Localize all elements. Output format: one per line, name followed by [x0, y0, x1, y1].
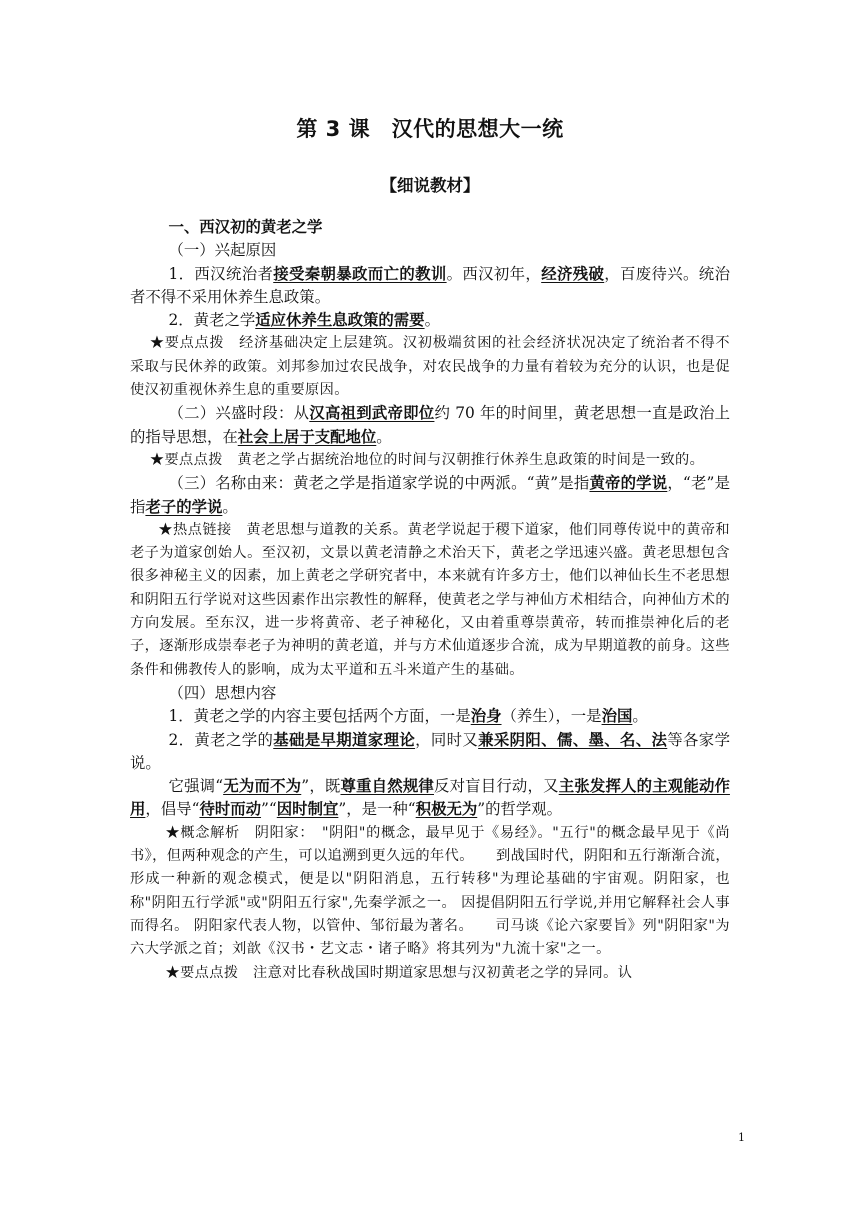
text-run: 反对盲目行动，又 [434, 777, 559, 796]
text-run: 。 [222, 497, 238, 516]
text-run: 1．黄老之学的内容主要包括两个方面，一是 [168, 707, 471, 726]
text-run: ”，是一种“ [338, 800, 416, 819]
text-run: ，百废待兴。统治者不得不采用休养生息政策。 [130, 264, 730, 306]
paragraph-peak-period [130, 402, 730, 449]
key-point: 汉高祖到武帝即位 [309, 404, 435, 423]
key-point: 老子的学说 [145, 497, 223, 516]
key-point: 待时而动 [199, 800, 262, 819]
text-run: 。西汉初年， [446, 264, 542, 283]
paragraph-name-origin [130, 472, 730, 519]
text-run: ，同时又 [415, 730, 479, 749]
text-run: （三）名称由来：黄老之学是指道家学说的中两派。“黄”是指 [168, 474, 590, 493]
key-point: 接受秦朝暴政而亡的教训 [273, 264, 447, 283]
text-run: 。 [376, 427, 392, 446]
page-number: 1 [738, 1131, 745, 1144]
text-run: （养生），一是 [501, 707, 602, 726]
key-point: 积极无为 [415, 800, 478, 819]
key-point: 黄帝的学说 [589, 474, 668, 493]
paragraph-content-1 [130, 705, 730, 728]
subheading-content: （四）思想内容 [168, 683, 277, 702]
note-key-point: ★要点点拨 注意对比春秋战国时期道家思想与汉初黄老之学的异同。认 [165, 964, 633, 981]
key-point: 因时制宜 [276, 800, 339, 819]
note-hot-link: ★热点链接 黄老思想与道教的关系。黄老学说起于稷下道家，他们同尊传说中的黄帝和老子为道家创始人。至汉初，文景以黄老清静之术治天下，黄老之学迅速兴盛。黄老思想包含很多神秘主义的因素，加上黄老之学研究者中，本来就有许多方士，他们以神仙长生不老思想和阴阳五行学说对这些因素作出宗教性的解释，使黄老之学与神仙方术相结合，向神仙方术的方向发展。至东汉，进一步将黄帝、老子神秘化，又由着重尊崇黄帝，转而推崇神化后的老子，逐渐形成崇奉老子为神明的黄老道，并与方术仙道逐步合流，成为早期道教的前身。这些条件和佛教传人的影响，成为太平道和五斗米道产生的基础。 [130, 521, 730, 678]
note-concept: ★概念解析 阴阳家： "阴阳"的概念，最早见于《易经》。"五行"的概念最早见于《尚书》，但两种观念的产生，可以追溯到更久远的年代。 到战国时代，阴阳和五行渐渐合流，形成一种新的观念模式，便是以"阴阳消息，五行转移"为理论基础的宇宙观。阴阳家，也称"阴阳五行学派"或"阴阳五行家",先秦学派之一。 因提倡阴阳五行学说,并用它解释社会人事而得名。 阴阳家代表人物，以管仲、邹衍最为著名。 司马谈《论六家要旨》列"阴阳家"为六大学派之首；刘歆《汉书・艺文志・诸子略》将其列为"九流十家"之一。 [130, 824, 730, 958]
page-title: 第 3 课 汉代的思想大一统 [296, 117, 564, 141]
key-point: 治身 [470, 707, 502, 726]
text-run: ”，既 [301, 777, 341, 796]
text-run: ，倡导“ [145, 800, 200, 819]
text-run: 。 [632, 707, 648, 726]
paragraph-reason-1 [130, 263, 730, 310]
paragraph-content-2 [130, 729, 730, 776]
text-run: 。 [424, 311, 440, 330]
key-point: 无为而不为 [223, 777, 302, 796]
text-run: 它强调“ [168, 777, 224, 796]
text-run: 2．黄老之学的 [168, 730, 274, 749]
note-key-point: ★要点点拨 黄老之学占据统治地位的时间与汉朝推行休养生息政策的时间是一致的。 [149, 451, 705, 468]
section-subtitle: 【细说教材】 [380, 176, 480, 195]
key-point: 社会上居于支配地位 [237, 427, 377, 446]
document-body [130, 216, 730, 985]
text-run: 约 70 年的时间里，黄老思想一直是政治上的指导思想，在 [130, 404, 730, 446]
key-point: 基础是早期道家理论 [273, 730, 416, 749]
key-point: 尊重自然规律 [340, 777, 434, 796]
text-run: 1．西汉统治者 [168, 264, 274, 283]
text-run: 2．黄老之学 [168, 311, 256, 330]
key-point: 治国 [601, 707, 633, 726]
key-point: 经济残破 [541, 264, 605, 283]
text-run: ，“老”是指 [130, 474, 730, 516]
subheading-origin: （一）兴起原因 [168, 241, 277, 260]
paragraph-philosophy [130, 775, 730, 822]
paragraph-reason-2 [130, 309, 730, 332]
key-point: 兼采阴阳、儒、墨、名、法 [478, 730, 668, 749]
note-key-point: ★要点点拨 经济基础决定上层建筑。汉初极端贫困的社会经济状况决定了统治者不得不采取与民休养的政策。刘邦参加过农民战争，对农民战争的力量有着较为充分的认识，也是促使汉初重视休养生息的重要原因。 [130, 335, 730, 399]
key-point: 适应休养生息政策的需要 [255, 311, 425, 330]
text-run: ”“ [261, 800, 277, 819]
text-run: （二）兴盛时段：从 [168, 404, 310, 423]
section-heading: 一、西汉初的黄老之学 [168, 218, 323, 236]
text-run: ”的哲学观。 [477, 800, 563, 819]
key-point: 主张发挥人的主观能动作用 [130, 777, 730, 819]
text-run: 等各家学说。 [130, 730, 730, 772]
